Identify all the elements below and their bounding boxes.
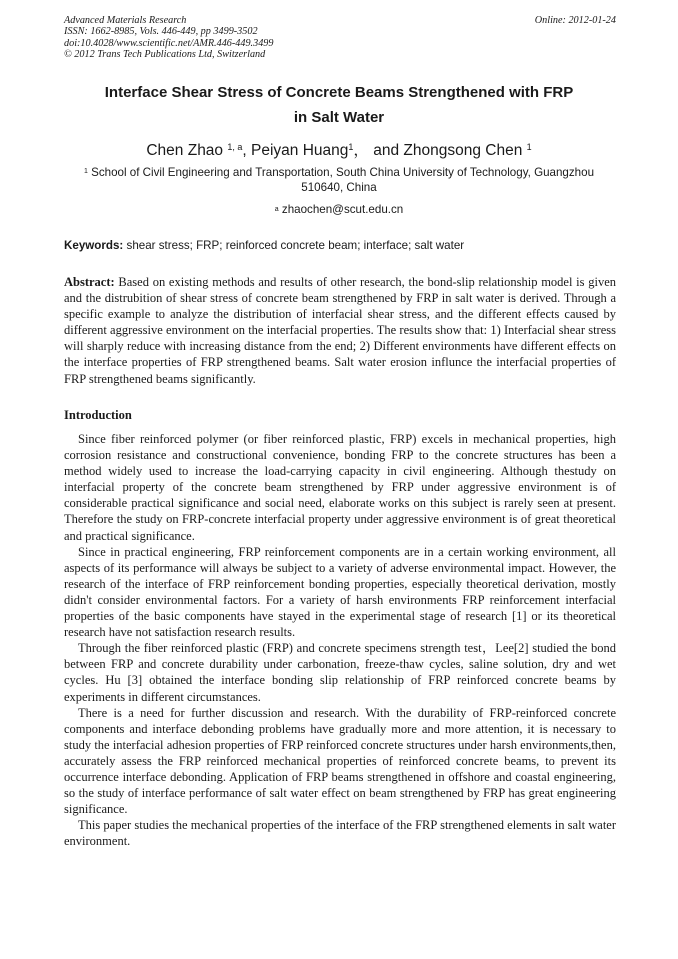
affiliation-text: School of Civil Engineering and Transportation, South China University of Technology, Guangzhou 510640, China	[91, 166, 595, 194]
journal-name: Advanced Materials Research	[64, 15, 187, 26]
author-name: Zhongsong Chen	[403, 142, 523, 159]
journal-header	[64, 15, 616, 61]
email-address: zhaochen@scut.edu.cn	[281, 203, 404, 216]
paragraph: Through the fiber reinforced plastic (FRP) and concrete specimens strength test，Lee[2] studied the bond between FRP and concrete durability under carbonation, freeze-thaw cycles, saline solution, dry and wet cycles. Hu [3] obtained the interface bonding slip relationship of FRP reinforced concrete beams by experiments in different circumstances.	[64, 641, 616, 704]
journal-copyright: © 2012 Trans Tech Publications Ltd, Switzerland	[64, 49, 266, 61]
paragraph: Since fiber reinforced polymer (or fiber reinforced plastic, FRP) excels in mechanical properties, high corrosion resistance and constructional convenience, bonding FRP to the concrete structures has been a method widely used to increase the load-carrying capacity in civil engineering. Although thestudy on interfacial property of the concrete beam strengthened by FRP under aggressive environment is of considerable practical significance and social need, elaborate works on this subject is rarely seen at present. Therefore the study on FRP-concrete interfacial property under aggressive environment is of great theoretical and practical significance.	[64, 432, 616, 543]
corresponding-email	[64, 203, 614, 217]
online-date: Online: 2012-01-24	[534, 15, 616, 26]
paragraph: Since in practical engineering, FRP reinforcement components are in a certain working environment, all aspects of its performance will always be subject to a variety of adverse environmental impact. However, the research of the interface of FRP reinforcement bonding properties, especially theoretical derivation, mostly didn't consider environmental factors. For a variety of harsh environments FRP reinforcement interfacial properties of the basic components have stayed in the experimental stage of research [1] or its theoretical research have not satisfaction research results.	[64, 544, 616, 640]
introduction-body	[64, 431, 616, 849]
abstract-text: Based on existing methods and results of other research, the bond-slip relationship model is given and the distrubition of shear stress of concrete beam strengthened by FRP in salt water is derived. Through a specific example to analyze the distribution of interfacial shear stress, and the different effects caused by different aggressive environment on the interfacial properties. The results show that: 1) Interfacial shear stress will sharply reduce with increasing distance from the end; 2) Different environments have different effects on the interface properties of FRP strengthened beams. Salt water erosion influnce the interfacial properties of FRP strengthened beams significantly.	[64, 275, 617, 386]
author-separator: ， and	[353, 142, 404, 159]
keywords-text: shear stress; FRP; reinforced concrete beam; interface; salt water	[126, 239, 465, 252]
abstract-label: Abstract:	[64, 275, 115, 289]
author-list	[64, 141, 614, 160]
affiliation-mark: 1	[83, 168, 88, 175]
section-heading-introduction: Introduction	[64, 408, 132, 422]
email-mark: a	[274, 206, 279, 213]
paper-title	[64, 80, 614, 130]
author-affiliation-mark: 1	[348, 142, 354, 152]
author-affiliation-mark: 1, a	[227, 142, 243, 152]
author-name: Peiyan Huang	[251, 142, 349, 159]
title-line-2: in Salt Water	[293, 109, 385, 126]
journal-doi: doi:10.4028/www.scientific.net/AMR.446-449.3499	[64, 37, 274, 49]
paragraph: There is a need for further discussion and research. With the durability of FRP-reinforced concrete components and interface debonding problems have gradually more and more attention, it is necessary to study the interfacial adhesion properties of FRP reinforced concrete structures under harsh environments,then, accurately assess the FRP reinforced mechanical properties of reinforced concrete beams, to prevent its occurrence interface debonding. Application of FRP beams strengthened in offshore and coastal engineering, so the study of interface performance of salt water effect on beam strengthened by FRP has great engineering significance.	[64, 705, 616, 817]
keywords	[64, 239, 616, 253]
author-name: Chen Zhao	[146, 142, 224, 159]
abstract	[64, 274, 616, 387]
title-line-1: Interface Shear Stress of Concrete Beams Strengthened with FRP	[104, 84, 574, 101]
journal-issn: ISSN: 1662-8985, Vols. 446-449, pp 3499-3502	[64, 26, 258, 38]
keywords-label: Keywords:	[64, 239, 124, 252]
author-affiliation-mark: 1	[526, 142, 532, 152]
paragraph: This paper studies the mechanical properties of the interface of the FRP strengthened elements in salt water environment.	[64, 818, 616, 849]
affiliation	[64, 166, 614, 195]
author-separator: ,	[242, 142, 252, 159]
